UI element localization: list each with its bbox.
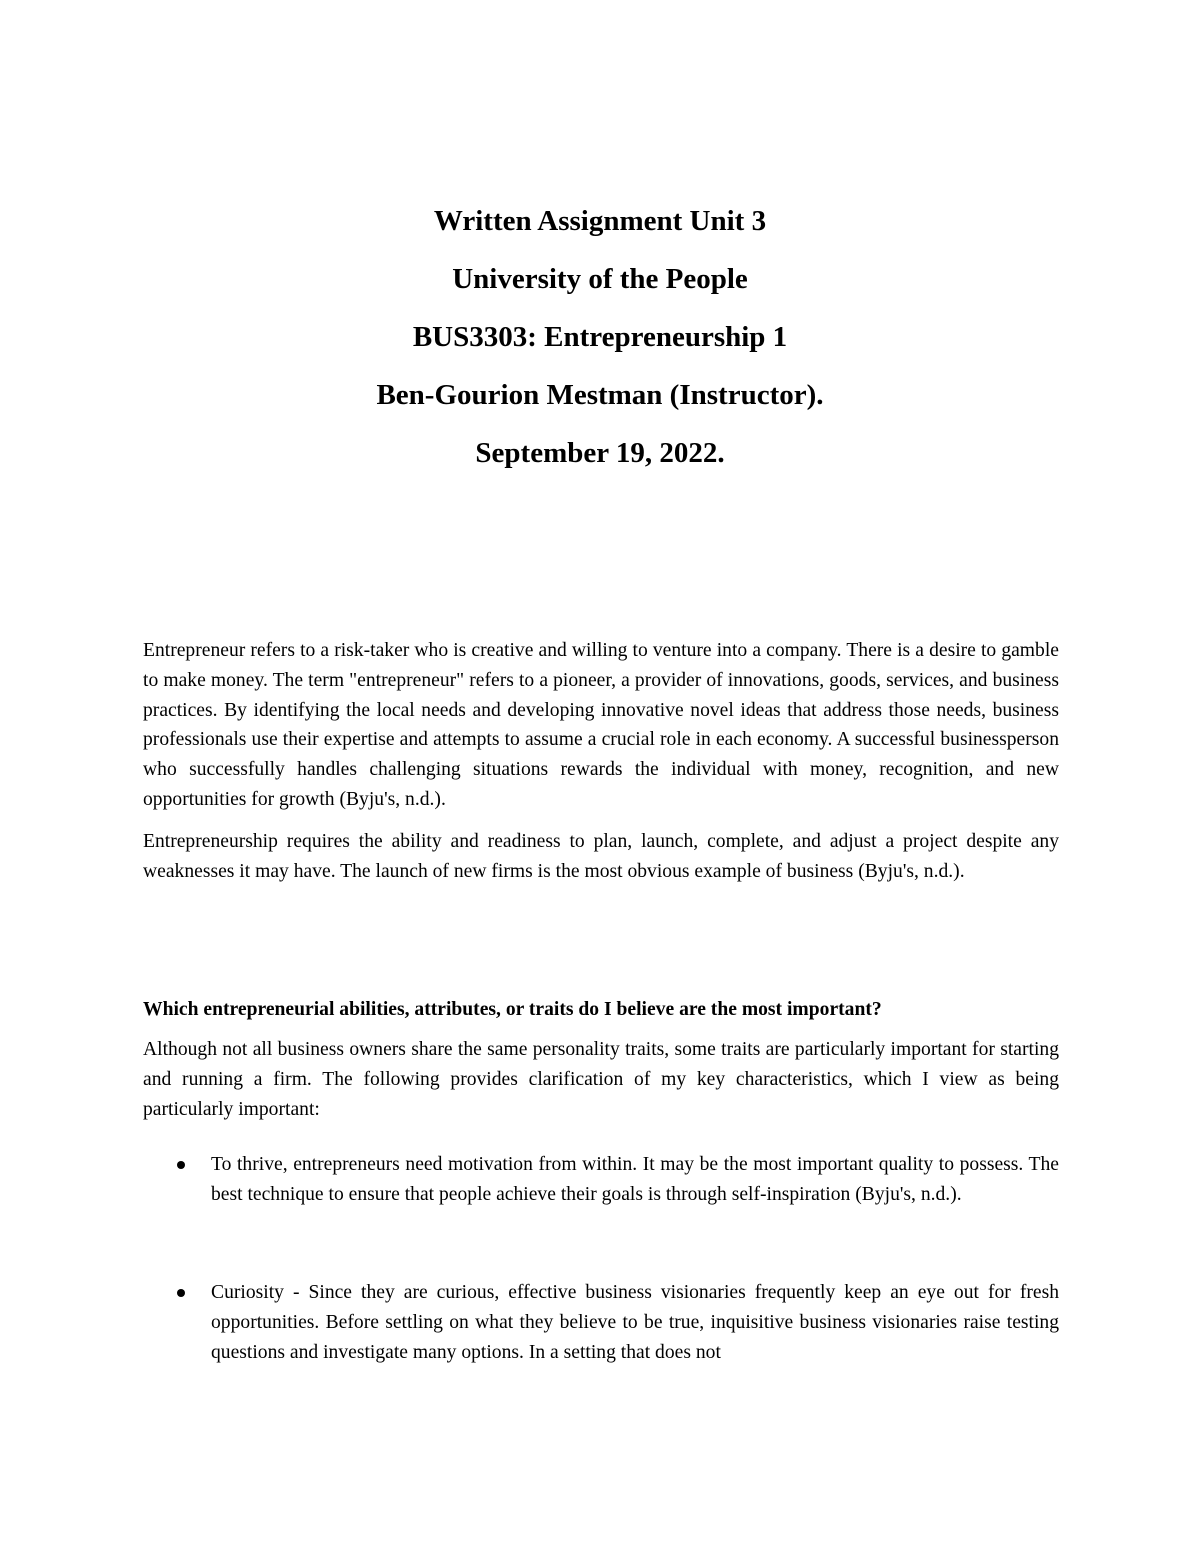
- intro-paragraph-1: Entrepreneur refers to a risk-taker who is creative and willing to venture into a company. There is a desire to gamble to make money. The term "entrepreneur" refers to a pioneer, a provider of innovations, goods, services, and business practices. By identifying the local needs and developing innovative novel ideas that address those needs, business professionals use their expertise and attempts to assume a crucial role in each economy. A successful businessperson who successfully handles challenging situations rewards the individual with money, recognition, and new opportunities for growth (Byju's, n.d.).: [143, 640, 1059, 810]
- course-name: BUS3303: Entrepreneurship 1: [412, 321, 788, 353]
- list-item-text: Curiosity - Since they are curious, effective business visionaries frequently keep an eye out for fresh opportunities. Before settling on what they believe to be true, inquisitive business visionaries raise testing questions and investigate many options. In a setting that does not: [211, 1281, 1059, 1363]
- list-item: [143, 1278, 1059, 1367]
- title-block: [0, 192, 1200, 482]
- intro-paragraph-2: Entrepreneurship requires the ability and readiness to plan, launch, complete, and adjust a project despite any weaknesses it may have. The launch of new firms is the most obvious example of business (Byju's, n.d.).: [143, 830, 1059, 882]
- university-name: University of the People: [452, 263, 748, 295]
- submission-date: September 19, 2022.: [475, 437, 725, 469]
- bullet-icon: [177, 1289, 185, 1297]
- section-heading: Which entrepreneurial abilities, attributes, or traits do I believe are the most important?: [143, 999, 882, 1020]
- assignment-title: Written Assignment Unit 3: [433, 205, 767, 237]
- list-item: [143, 1150, 1059, 1210]
- instructor-name: Ben-Gourion Mestman (Instructor).: [376, 379, 824, 411]
- traits-section: [143, 1035, 1059, 1367]
- traits-paragraph: Although not all business owners share the same personality traits, some traits are particularly important for starting and running a firm. The following provides clarification of my key characteristics, which I view as being particularly important:: [143, 1039, 1059, 1120]
- intro-section: [143, 636, 1059, 886]
- bullet-icon: [177, 1161, 185, 1169]
- traits-list: [143, 1150, 1059, 1367]
- list-item-text: To thrive, entrepreneurs need motivation from within. It may be the most important quality to possess. The best technique to ensure that people achieve their goals is through self-inspiration (Byju's, n.d.).: [211, 1154, 1059, 1206]
